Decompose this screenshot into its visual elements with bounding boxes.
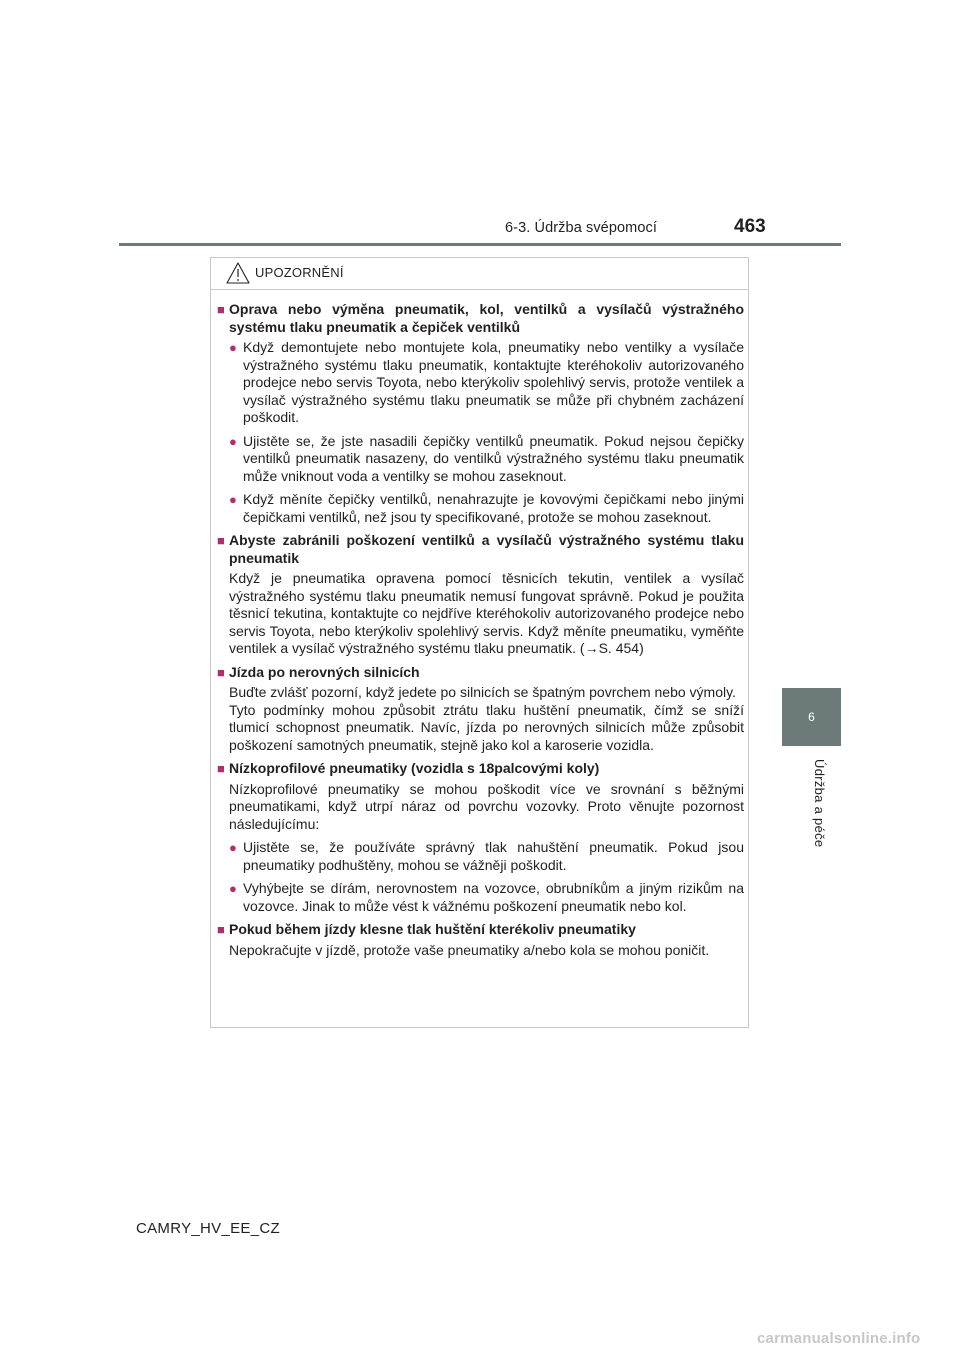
round-bullet-icon: ● [229, 340, 237, 355]
bullet-text: Ujistěte se, že jste nasadili čepičky ventilků pneumatik. Pokud nejsou čepičky ventilků pneumatik nasazeny, do ventilků výstražného systému tlaku pneumatik může vniknout voda a ventilky se mohou zaseknout. [243, 432, 744, 484]
paragraph: Když je pneumatika opravena pomocí těsnicích tekutin, ventilek a vysílač výstražného systému tlaku pneumatik nemusí fungovat správně. Pokud je použita těsnicí tekutina, kontaktujte co nejdříve kteréhokoliv autorizovaného prodejce nebo servis Toyota, nebo kterýkoliv spolehlivý servis. Když měníte pneumatiku, vyměňte ventilek a vysílač výstražného systému tlaku pneumatik. (→S. 454) [229, 570, 744, 656]
warning-section [217, 301, 744, 526]
bullet-text: Vyhýbejte se dírám, nerovnostem na vozovce, obrubníkům a jiným rizikům na vozovce. Jinak to může vést k vážnému poškození pneumatik nebo kol. [243, 880, 744, 914]
bullet-text: Ujistěte se, že používáte správný tlak nahuštění pneumatik. Pokud jsou pneumatiky podhuštěny, mohou se vážněji poškodit. [243, 839, 744, 873]
round-bullet-icon: ● [229, 433, 237, 449]
watermark: carmanualsonline.info [757, 1330, 921, 1347]
paragraph: Tyto podmínky mohou způsobit ztrátu tlaku huštění pneumatik, čímž se sníží tlumicí schopnost pneumatik. Navíc, jízda po nerovných silnicích může způsobit poškození samotných pneumatik, stejně jako kol a karoserie vozidla. [229, 701, 744, 753]
page-header-section: 6-3. Údržba svépomocí [505, 220, 657, 236]
square-bullet-icon: ■ [217, 302, 225, 317]
bullet-item [217, 839, 744, 874]
square-bullet-icon: ■ [217, 664, 225, 680]
section-title-text: Jízda po nerovných silnicích [229, 663, 420, 680]
round-bullet-icon: ● [229, 840, 237, 855]
footer-code: CAMRY_HV_EE_CZ [136, 1220, 280, 1237]
section-title [217, 921, 744, 939]
warning-section [217, 664, 744, 755]
chapter-tab-number [782, 688, 841, 746]
bullet-text: Když demontujete nebo montujete kola, pneumatiky nebo ventilky a vysílače výstražného systému tlaku pneumatik, kontaktujte kteréhokoliv autorizovaného prodejce nebo servis Toyota, nebo kterýkoliv spolehlivý servis, protože ventilek a vysílač výstražného systému tlaku pneumatik se může při chybném zacházení poškodit. [243, 339, 744, 425]
section-title [217, 760, 744, 778]
paragraph: Nízkoprofilové pneumatiky se mohou poškodit více ve srovnání s běžnými pneumatikami, když utrpí náraz od povrchu vozovky. Proto věnujte pozornost následujícímu: [229, 780, 744, 832]
paragraph: Nepokračujte v jízdě, protože vaše pneumatiky a/nebo kola se mohou poničit. [229, 941, 710, 958]
section-title-text: Nízkoprofilové pneumatiky (vozidla s 18palcovými koly) [229, 760, 600, 776]
section-title [217, 532, 744, 567]
section-title-text: Abyste zabránili poškození ventilků a vysílačů výstražného systému tlaku pneumatik [229, 532, 744, 566]
square-bullet-icon: ■ [217, 761, 225, 776]
page-number: 463 [734, 216, 766, 237]
warning-triangle-icon [225, 261, 251, 285]
section-title [217, 301, 744, 336]
chapter-number: 6 [808, 710, 815, 724]
square-bullet-icon: ■ [217, 533, 225, 548]
warning-box [210, 257, 749, 1028]
round-bullet-icon: ● [229, 881, 237, 896]
bullet-item [217, 433, 744, 486]
header-rule [119, 243, 841, 246]
warning-section [217, 760, 744, 915]
warning-section [217, 532, 744, 658]
bullet-item [217, 491, 744, 526]
section-title-text: Oprava nebo výměna pneumatik, kol, ventilků a vysílačů výstražného systému tlaku pneumatik a čepiček ventilků [229, 301, 744, 335]
square-bullet-icon: ■ [217, 922, 225, 937]
warning-content [217, 301, 744, 965]
warning-label: UPOZORNĚNÍ [255, 265, 344, 280]
bullet-item [217, 880, 744, 915]
chapter-tab-title: Údržba a péče [812, 759, 827, 848]
warning-header [211, 258, 748, 290]
round-bullet-icon: ● [229, 492, 237, 507]
paragraph: Buďte zvlášť pozorní, když jedete po silnicích se špatným povrchem nebo výmoly. [229, 684, 736, 700]
warning-section [217, 921, 744, 959]
bullet-item [217, 339, 744, 427]
section-title-text: Pokud během jízdy klesne tlak huštění kterékoliv pneumatiky [229, 921, 636, 937]
bullet-text: Když měníte čepičky ventilků, nenahrazujte je kovovými čepičkami nebo jinými čepičkami ventilků, než jsou ty specifikované, protože se mohou zaseknout. [243, 491, 744, 525]
section-title [217, 664, 744, 682]
